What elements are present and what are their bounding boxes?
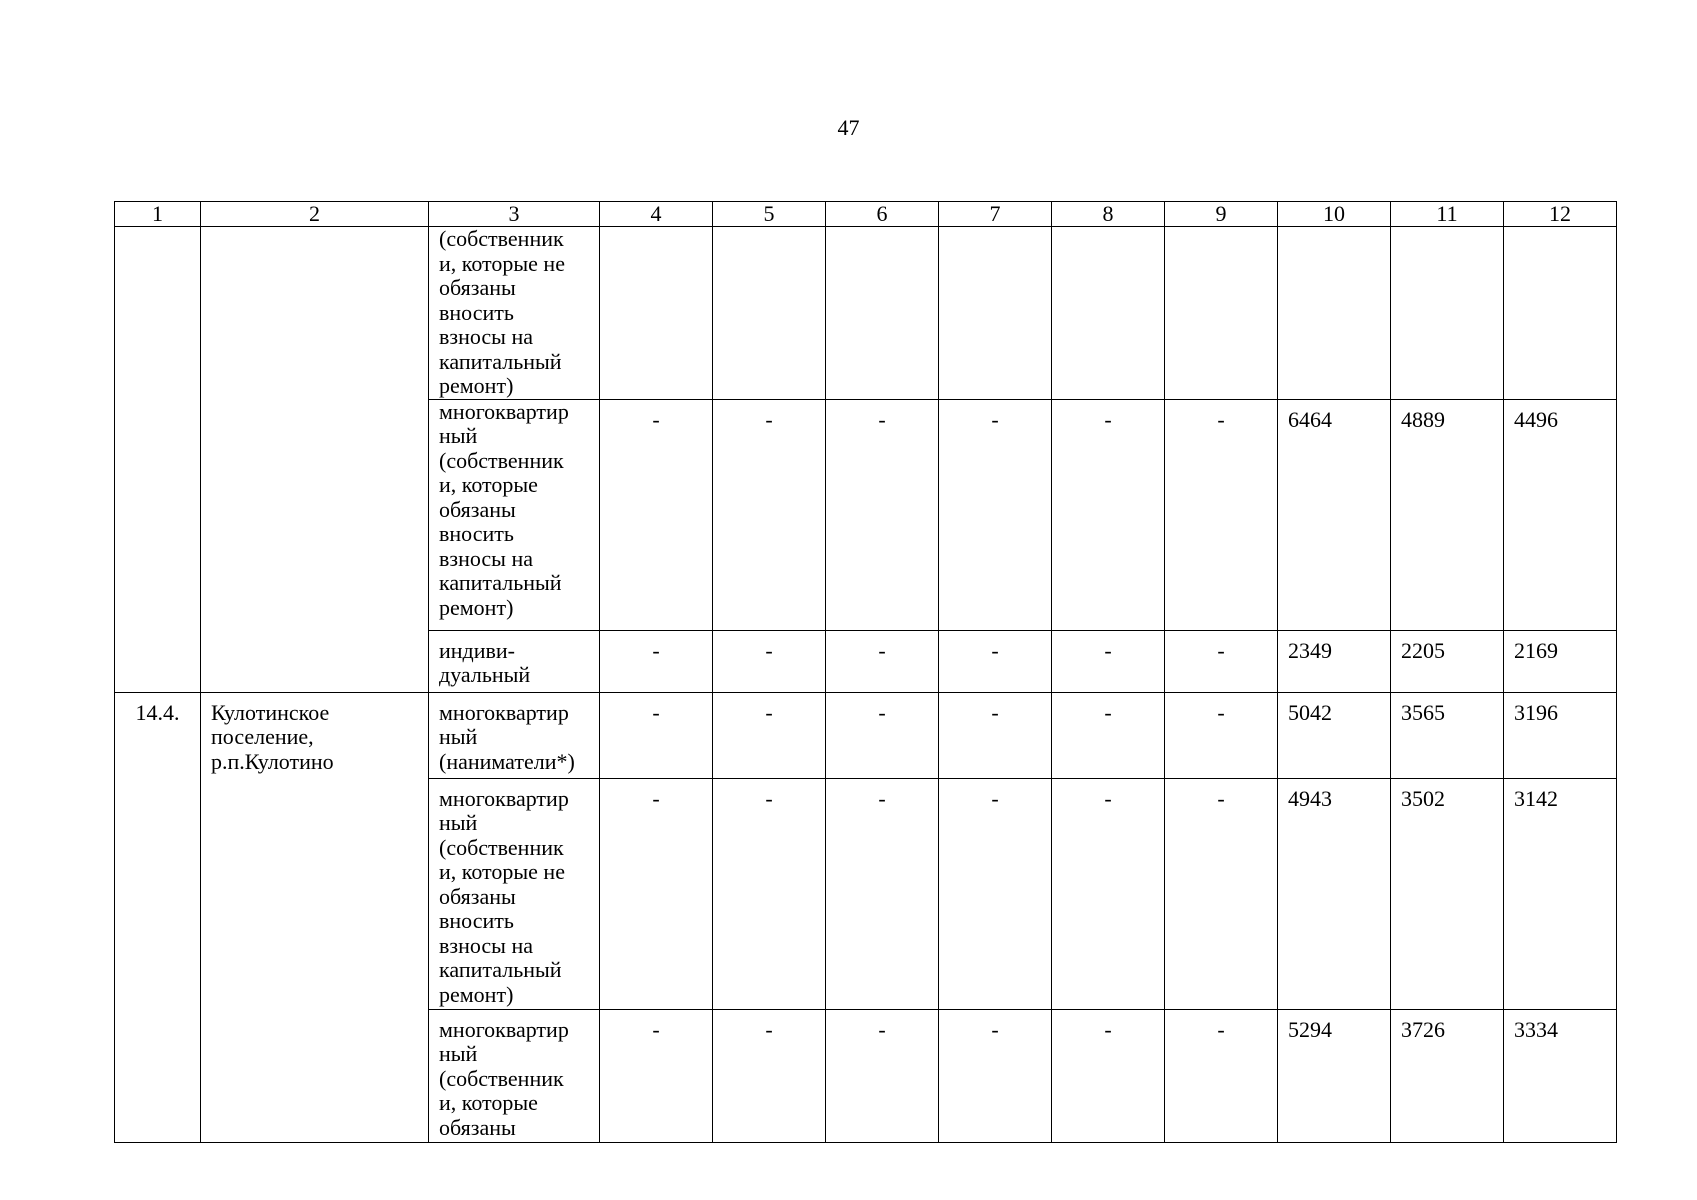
row-number-cell xyxy=(115,227,201,693)
value-cell: - xyxy=(600,692,713,778)
value-cell: - xyxy=(826,778,939,1009)
value-cell xyxy=(826,227,939,400)
value-cell: - xyxy=(713,692,826,778)
value-cell: - xyxy=(939,692,1052,778)
value-cell: - xyxy=(1165,1009,1278,1142)
value-cell xyxy=(939,227,1052,400)
value-cell: 6464 xyxy=(1278,399,1391,630)
value-cell xyxy=(1278,227,1391,400)
header-cell: 3 xyxy=(429,202,600,227)
table-row xyxy=(115,692,1617,778)
value-cell: - xyxy=(939,1009,1052,1142)
housing-type-cell: многоквартир ный (собственник и, которые обязаны xyxy=(429,1009,600,1142)
value-cell: - xyxy=(939,399,1052,630)
settlement-cell xyxy=(201,227,429,693)
header-cell: 4 xyxy=(600,202,713,227)
value-cell: 5042 xyxy=(1278,692,1391,778)
value-cell xyxy=(600,227,713,400)
value-cell: 2349 xyxy=(1278,630,1391,692)
value-cell: 3334 xyxy=(1504,1009,1617,1142)
table-row xyxy=(115,227,1617,400)
header-cell: 6 xyxy=(826,202,939,227)
header-cell: 9 xyxy=(1165,202,1278,227)
value-cell: 4889 xyxy=(1391,399,1504,630)
housing-type-cell: многоквартир ный (наниматели*) xyxy=(429,692,600,778)
value-cell xyxy=(1165,227,1278,400)
value-cell: - xyxy=(1165,778,1278,1009)
header-cell: 12 xyxy=(1504,202,1617,227)
value-cell: 3502 xyxy=(1391,778,1504,1009)
header-cell: 11 xyxy=(1391,202,1504,227)
value-cell: 3726 xyxy=(1391,1009,1504,1142)
value-cell: - xyxy=(1052,1009,1165,1142)
housing-type-cell: (собственник и, которые не обязаны вносить взносы на капитальный ремонт) xyxy=(429,227,600,400)
value-cell: - xyxy=(826,1009,939,1142)
value-cell: - xyxy=(600,1009,713,1142)
value-cell: - xyxy=(939,630,1052,692)
header-row xyxy=(115,202,1617,227)
header-cell: 8 xyxy=(1052,202,1165,227)
row-number-cell: 14.4. xyxy=(115,692,201,1142)
value-cell xyxy=(1052,227,1165,400)
value-cell: 3196 xyxy=(1504,692,1617,778)
housing-type-cell: индиви- дуальный xyxy=(429,630,600,692)
value-cell: - xyxy=(826,630,939,692)
value-cell xyxy=(1504,227,1617,400)
page-number: 47 xyxy=(837,115,860,140)
value-cell: - xyxy=(1165,630,1278,692)
header-cell: 5 xyxy=(713,202,826,227)
settlement-cell: Кулотинское поселение, р.п.Кулотино xyxy=(201,692,429,1142)
tariff-table xyxy=(114,201,1617,1143)
value-cell: - xyxy=(600,778,713,1009)
header-cell: 1 xyxy=(115,202,201,227)
header-cell: 10 xyxy=(1278,202,1391,227)
value-cell: - xyxy=(1052,630,1165,692)
value-cell: - xyxy=(826,399,939,630)
value-cell xyxy=(1391,227,1504,400)
header-cell: 2 xyxy=(201,202,429,227)
header-cell: 7 xyxy=(939,202,1052,227)
value-cell: - xyxy=(600,630,713,692)
value-cell: - xyxy=(713,1009,826,1142)
value-cell: 2169 xyxy=(1504,630,1617,692)
value-cell: - xyxy=(1165,692,1278,778)
value-cell: 3565 xyxy=(1391,692,1504,778)
value-cell: 5294 xyxy=(1278,1009,1391,1142)
value-cell: 4943 xyxy=(1278,778,1391,1009)
value-cell: 4496 xyxy=(1504,399,1617,630)
value-cell: - xyxy=(826,692,939,778)
value-cell: - xyxy=(1165,399,1278,630)
value-cell: - xyxy=(1052,692,1165,778)
value-cell: 3142 xyxy=(1504,778,1617,1009)
housing-type-cell: многоквартир ный (собственник и, которые не обязаны вносить взносы на капитальный ремонт) xyxy=(429,778,600,1009)
value-cell: - xyxy=(713,399,826,630)
value-cell xyxy=(713,227,826,400)
value-cell: - xyxy=(1052,778,1165,1009)
value-cell: - xyxy=(1052,399,1165,630)
value-cell: 2205 xyxy=(1391,630,1504,692)
value-cell: - xyxy=(939,778,1052,1009)
value-cell: - xyxy=(713,778,826,1009)
housing-type-cell: многоквартир ный (собственник и, которые обязаны вносить взносы на капитальный ремонт) xyxy=(429,399,600,630)
value-cell: - xyxy=(600,399,713,630)
value-cell: - xyxy=(713,630,826,692)
